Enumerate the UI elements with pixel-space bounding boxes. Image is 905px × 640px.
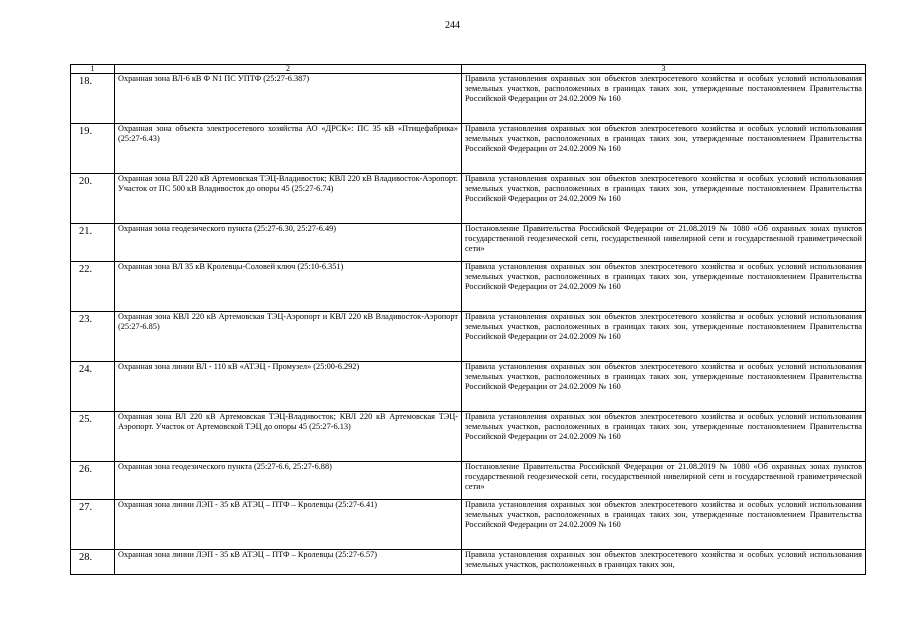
table-row: [71, 550, 866, 575]
regulation-document: Правила установления охранных зон объектов электросетевого хозяйства и особых условий использования земельных участков, расположенных в границах таких зон, утвержденные постановлением Правительства Российской Федерации от 24.02.2009 № 160: [462, 74, 866, 124]
table-row: [71, 312, 866, 362]
row-number: 27.: [71, 500, 115, 550]
row-number: 26.: [71, 462, 115, 500]
row-number: 21.: [71, 224, 115, 262]
table-row: [71, 174, 866, 224]
table-row: [71, 124, 866, 174]
table-row: [71, 362, 866, 412]
zone-name: Охранная зона ВЛ 220 кВ Артемовская ТЭЦ-Владивосток; КВЛ 220 кВ Владивосток-Аэропорт. Участок от ПС 500 кВ Владивосток до опоры 45 (25:27-6.74): [115, 174, 462, 224]
zone-name: Охранная зона линии ЛЭП - 35 кВ АТЭЦ – ПТФ – Кролевцы (25:27-6.57): [115, 550, 462, 575]
regulation-document: Правила установления охранных зон объектов электросетевого хозяйства и особых условий использования земельных участков, расположенных в границах таких зон, утвержденные постановлением Правительства Российской Федерации от 24.02.2009 № 160: [462, 174, 866, 224]
table-row: [71, 224, 866, 262]
row-number: 28.: [71, 550, 115, 575]
zone-name: Охранная зона ВЛ 35 кВ Кролевцы-Соловей ключ (25:10-6.351): [115, 262, 462, 312]
table-row: [71, 462, 866, 500]
regulation-document: Правила установления охранных зон объектов электросетевого хозяйства и особых условий использования земельных участков, расположенных в границах таких зон, утвержденные постановлением Правительства Российской Федерации от 24.02.2009 № 160: [462, 412, 866, 462]
table-row: [71, 500, 866, 550]
zone-name: Охранная зона ВЛ-6 кВ Ф N1 ПС УПТФ (25:27-6.387): [115, 74, 462, 124]
row-number: 22.: [71, 262, 115, 312]
zones-table: [70, 64, 866, 575]
table-row: [71, 74, 866, 124]
row-number: 19.: [71, 124, 115, 174]
regulation-document: Постановление Правительства Российской Федерации от 21.08.2019 № 1080 «Об охранных зонах пунктов государственной геодезической сети, государственной нивелирной сети и государственной гравиметрической сети»: [462, 462, 866, 500]
zone-name: Охранная зона линии ЛЭП - 35 кВ АТЭЦ – ПТФ – Кролевцы (25:27-6.41): [115, 500, 462, 550]
row-number: 18.: [71, 74, 115, 124]
zone-name: Охранная зона геодезического пункта (25:27-6.6, 25:27-6.88): [115, 462, 462, 500]
regulation-document: Правила установления охранных зон объектов электросетевого хозяйства и особых условий использования земельных участков, расположенных в границах таких зон, утвержденные постановлением Правительства Российской Федерации от 24.02.2009 № 160: [462, 312, 866, 362]
regulation-document: Правила установления охранных зон объектов электросетевого хозяйства и особых условий использования земельных участков, расположенных в границах таких зон, утвержденные постановлением Правительства Российской Федерации от 24.02.2009 № 160: [462, 124, 866, 174]
table-row: [71, 262, 866, 312]
column-header-3: 3: [462, 65, 866, 74]
zone-name: Охранная зона КВЛ 220 кВ Артемовская ТЭЦ-Аэропорт и КВЛ 220 кВ Владивосток-Аэропорт (25:27-6.85): [115, 312, 462, 362]
table-row: [71, 412, 866, 462]
regulation-document: Правила установления охранных зон объектов электросетевого хозяйства и особых условий использования земельных участков, расположенных в границах таких зон,: [462, 550, 866, 575]
zone-name: Охранная зона ВЛ 220 кВ Артемовская ТЭЦ-Владивосток; КВЛ 220 кВ Артемовская ТЭЦ-Аэропорт. Участок от Артемовской ТЭЦ до опоры 45 (25:27-6.13): [115, 412, 462, 462]
regulation-document: Правила установления охранных зон объектов электросетевого хозяйства и особых условий использования земельных участков, расположенных в границах таких зон, утвержденные постановлением Правительства Российской Федерации от 24.02.2009 № 160: [462, 262, 866, 312]
regulation-document: Постановление Правительства Российской Федерации от 21.08.2019 № 1080 «Об охранных зонах пунктов государственной геодезической сети, государственной нивелирной сети и государственной гравиметрической сети»: [462, 224, 866, 262]
zone-name: Охранная зона геодезического пункта (25:27-6.30, 25:27-6.49): [115, 224, 462, 262]
regulation-document: Правила установления охранных зон объектов электросетевого хозяйства и особых условий использования земельных участков, расположенных в границах таких зон, утвержденные постановлением Правительства Российской Федерации от 24.02.2009 № 160: [462, 362, 866, 412]
page-number: 244: [445, 20, 460, 31]
row-number: 20.: [71, 174, 115, 224]
column-header-2: 2: [115, 65, 462, 74]
column-header-1: 1: [71, 65, 115, 74]
regulation-document: Правила установления охранных зон объектов электросетевого хозяйства и особых условий использования земельных участков, расположенных в границах таких зон, утвержденные постановлением Правительства Российской Федерации от 24.02.2009 № 160: [462, 500, 866, 550]
row-number: 25.: [71, 412, 115, 462]
zone-name: Охранная зона линии ВЛ - 110 кВ «АТЭЦ - Промузел» (25:00-6.292): [115, 362, 462, 412]
table-header-row: [71, 65, 866, 74]
row-number: 24.: [71, 362, 115, 412]
row-number: 23.: [71, 312, 115, 362]
zone-name: Охранная зона объекта электросетевого хозяйства АО «ДРСК»: ПС 35 кВ «Птицефабрика» (25:27-6.43): [115, 124, 462, 174]
